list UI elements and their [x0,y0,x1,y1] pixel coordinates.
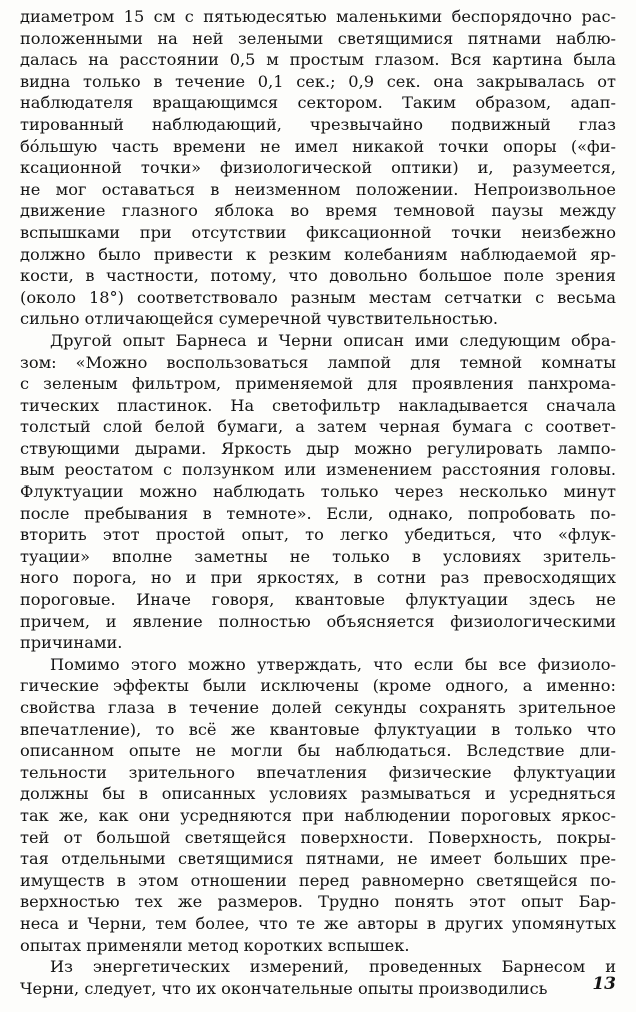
text-line: Помимо этого можно утверждать, что если бы все физиоло- [50,654,616,674]
text-line: неса и Черни, тем более, что те же авторы в других упомянутых [20,913,616,933]
paragraph [20,654,616,956]
text-line: Флуктуации можно наблюдать только через несколько минут [20,482,616,502]
text-line: гические эффекты были исключены (кроме одного, а именно: [20,676,616,696]
text-line: пороговые. Иначе говоря, квантовые флуктуации здесь не [20,590,616,610]
text-line: опытах применяли метод коротких вспышек. [20,935,410,955]
text-line: далась на расстоянии 0,5 м простым глазом. Вся картина была [20,50,616,70]
text-line: тированный наблюдающий, чрезвычайно подвижный глаз [20,114,616,134]
text-line: вспышками при отсутствии фиксационной точки неизбежно [20,222,616,242]
body-text [20,6,616,999]
text-line: Из энергетических измерений, проведенных Барнесом и [50,957,616,977]
text-line: должно было привести к резким колебаниям наблюдаемой яр- [20,244,616,264]
text-line: причем, и явление полностью объясняется физиологическими [20,611,616,631]
text-line: туации» вполне заметны не только в условиях зритель- [20,546,616,566]
text-line: имуществ в этом отношении перед равномерно светящейся по- [20,870,616,890]
text-line: (около 18°) соответствовало разным местам сетчатки с весьма [20,287,616,307]
text-line: ного порога, но и при яркостях, в сотни раз превосходящих [20,568,616,588]
text-line: положенными на ней зелеными светящимися пятнами наблю- [20,28,616,48]
text-line: сильно отличающейся сумеречной чувствительностью. [20,309,499,329]
paragraph [20,330,616,654]
text-line: видна только в течение 0,1 сек.; 0,9 сек. она закрывалась от [20,71,616,91]
text-line: бо́льшую часть времени не имел никакой точки опоры («фи- [20,136,616,156]
text-line: зом: «Можно воспользоваться лампой для темной комнаты [20,352,616,372]
paragraph [20,6,616,330]
text-line: после пребывания в темноте». Если, однако, попробовать по- [20,503,616,523]
text-line: ствующими дырами. Яркость дыр можно регулировать лампо- [20,438,616,458]
text-line: вторить этот простой опыт, то легко убедиться, что «флук- [20,525,616,545]
text-line: свойства глаза в течение долей секунды сохранять зрительное [20,698,616,717]
text-line: впечатление), то всё же квантовые флуктуации в только что [20,719,616,739]
text-line: Другой опыт Барнеса и Черни описан ими следующим обра- [50,330,616,350]
text-line: не мог оставаться в неизменном положении. Непроизвольное [20,179,616,199]
text-line: движение глазного яблока во время темновой паузы между [20,201,616,221]
text-line: так же, как они усредняются при наблюдении пороговых яркос- [20,805,616,825]
text-line: тических пластинок. На светофильтр накладывается сначала [20,395,616,415]
text-line: ксационной точки» физиологической оптики) и, разумеется, [20,158,616,178]
text-line: причинами. [20,633,123,653]
text-line: кости, в частности, потому, что довольно большое поле зрения [20,266,616,286]
text-line: описанном опыте не могли бы наблюдаться. Вследствие дли- [20,741,616,761]
text-line: тая отдельными светящимися пятнами, не имеет больших пре- [20,849,616,869]
text-line: диаметром 15 см с пятьюдесятью маленькими беспорядочно рас- [20,7,616,26]
paragraph [20,956,616,999]
text-line: должны бы в описанных условиях размываться и усредняться [20,784,616,804]
text-line: наблюдателя вращающимся сектором. Таким образом, адап- [20,93,616,113]
text-line: с зеленым фильтром, применяемой для проявления панхрома- [20,374,616,394]
text-line: толстый слой белой бумаги, а затем черная бумага с соответ- [20,417,616,437]
text-line: Черни, следует, что их окончательные опыты производились [20,978,548,998]
text-line: тельности зрительного впечатления физические флуктуации [20,762,616,782]
text-line: вым реостатом с ползунком или изменением расстояния головы. [20,460,616,480]
page-number: 13 [592,974,616,994]
text-line: тей от большой светящейся поверхности. Поверхность, покры- [20,827,616,847]
text-line: верхностью тех же размеров. Трудно понять этот опыт Бар- [20,892,616,912]
